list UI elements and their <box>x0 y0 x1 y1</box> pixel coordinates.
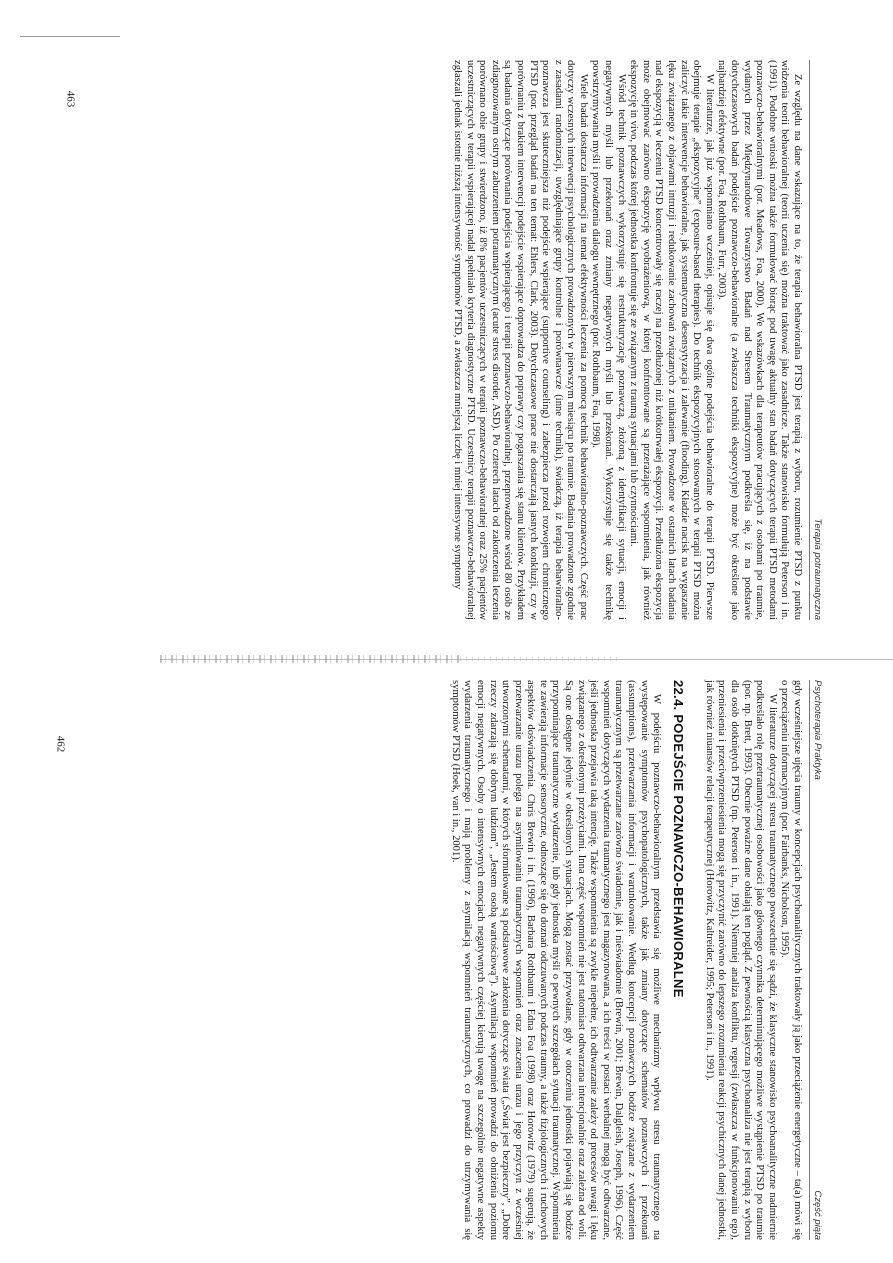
running-head-book: Psychoterapia Praktyka <box>812 680 823 780</box>
page-number-left: 462 <box>54 735 67 753</box>
left-page-body <box>448 680 803 1240</box>
scan-edge-line <box>20 36 120 37</box>
paragraph: Ze względu na dane wskazujące na to, że terapia behawioralna PTSD jest terapią z wyboru, rozumienie PTSD z punktu widzenia teorii behawioralnej (teorii uczenia się) można traktować jako zasadnicze. Także stanowisko formułują Peterson i in. (1991). Podobne wnioski można także formułować biorąc pod uwagę aktualny stan badań dotyczących terapii PTSD metodami poznawczo-behawioralnymi (por. Meadows, Foa, 2000). We wskazówkach dla terapeutów pracujących z osobami po traumie, wydanych przez Międzynarodowe Towarzystwo Badań nad Stresem Traumatycznym podkreśla się, iż na podstawie dotychczasowych badań podejście poznawczo-behawioralne (a zwłaszcza techniki ekspozycyjne) może być określone jako najbardziej efektywne (por. Foa, Rothbaum, Furr, 2003). <box>716 60 803 620</box>
paragraph: Wśród technik poznawczych wykorzystuje się restrukturyzację poznawczą, złożoną z identyfikacji sytuacji, emocji i negatywnych myśli lub przekonań oraz zmiany negatywnych myśli lub przekonań. Wykorzystuje się także technikę powstrzymywania myśli i prowadzenia dialogu wewnętrznego (por. Rothbaum, Foa, 1998). <box>590 60 627 620</box>
left-page <box>63 680 823 1240</box>
paragraph: W literaturze, jak już wspomniano wcześniej, opisuje się dwa ogólne podejścia behawioralne do terapii PTSD. Pierwsze obejmuje terapie „ekspozycyjne” (exposure-based therapies). Do technik ekspozycyjnych stosowanych w terapii PTSD można zaliczyć takie interwencje behawioralne, jak systematyczna desensytyzacja i zalewanie (flooding). Kładzie nacisk na wygaszanie lęku związanego z objawami intruzji i redukowanie zachowań związanych z unikaniem. Prowadzone w ostatnich latach badania nad ekspozycją w leczeniu PTSD koncentrowały się raczej na przedłużonej niż krótkotrwałej ekspozycji. Przedłużona ekspozycja może obejmować zarówno ekspozycję wyobrażeniową, w której konfrontowane są przerażające wspomnienia, jak również ekspozycję in vivo, podczas której jednostka konfrontuje się ze związanym z traumą sytuacjami lub czynnościami. <box>628 60 715 620</box>
paragraph: W literaturze dotyczącej stresu traumatycznego powszechnie się sądzi, że klasyczne stanowisko psychoanalityczne nadmiernie podkreślało rolę przetraumatycznej osobowości jako głównego czynnika determinującego możliwe wystąpienie PTSD po traumie (por. np. Brett, 1993). Obecnie poważne dane obalają ten pogląd. Z pewnością klasyczna psychoanaliza nie jest terapią z wyboru dla osób dotkniętych PTSD (np. Peterson i in., 1991). Niemniej analiza konfliktu, regresji (zwłaszcza w funkcjonowaniu ego), przeniesienia i przeciwprzeniesienia mogą się przyczynić zarówno do lepszego zrozumienia reakcji psychicznych danej jednostki, jak również niuansów relacji terapeutycznej (Horowitz, Kaltreider, 1995; Peterson i in., 1991). <box>703 680 778 1240</box>
running-head-part: Część piąta <box>812 1190 823 1240</box>
page-number-right: 463 <box>64 90 77 108</box>
right-page <box>63 60 823 620</box>
paragraph: gdy wcześniejsze ujęcia traumy w koncepcjach psychoanalitycznych traktowały ją jako przeciążenie energetyczne – ta(a) mówi się o przeciążeniu informacyjnym (por. Fairbanks, Nicholson, 1995). <box>779 680 803 1240</box>
section-heading: 22.4. PODEJŚCIE POZNAWCZO-BEHAWIORALNE <box>671 680 687 998</box>
right-page-body <box>450 60 803 620</box>
right-running-head <box>809 60 823 620</box>
book-spine <box>0 655 893 663</box>
paragraph: Wiele badań dostarcza informacji na temat efektywności leczenia za pomocą technik behawioralno-poznawczych. Część prac dotyczy wczesnych interwencji psychologicznych prowadzonych w pierwszym miesiącu po traumie. Badania prowadzone zgodnie z zasadami randomizacji, uwzględniające grupy kontrolne i porównawcze (inne techniki), świadczą, iż terapia behawioralno-poznawcza jest skuteczniejsza niż podejście wspierające (supportive counseling) i zabezpiecza przed rozwojem chronicznego PTSD (por. przegląd badań na ten temat: Ehlers, Clark, 2003). Dotychczasowe prace nie dostarczają jasnych konkluzji, czy w porównaniu z brakiem interwencji podejście wspierające doprowadza do poprawy czy pogarszania się stanu klientów. Przykładem są badania dotyczące porównania podejścia wspierającego i terapii poznawczo-behawioralnej, przeprowadzone wśród 80 osób ze zdiagnozowanym ostrym zaburzeniem potraumatycznym (acute stress disorder, ASD). Po czterech latach od zakończenia leczenia porównano obie grupy i stwierdzono, iż 8% pacjentów uczestniczących w terapii poznawczo-behawioralnej oraz 25% pacjentów uczestniczących w terapii wspierającej nadal spełniało kryteria diagnostyczne PTSD. Uczestnicy terapii poznawczo-behawioralnej zgłaszali jednak istotnie niższą intensywność symptomów PTSD, a zwłaszcza mniejszą liczbę i mniej intensywne symptomy <box>451 60 589 620</box>
paragraph: W podejściu poznawczo-behawioralnym przedstawia się możliwe mechanizmy wpływu stresu traumatycznego na występowanie symptomów psychopatologicznych, także jak zmiany dotyczące schematów poznawczych i przekonań (assumptions), przetwarzania informacji i warunkowanie. Według koncepcji poznawczych bodźce związane z wydarzeniem traumatycznym są przetwarzane zarówno świadomie, jak i nieświadomie (Brewin, 2001; Brewin, Dalgleish, Joseph, 1996). Część wspomnień dotyczących wydarzenia traumatycznego jest magazynowana, a ich treści w postaci werbalnej mogą być odtwarzane, jeśli jednostka przejawia taką intencję. Także wspomnienia są zwykle niepełne, ich odtwarzanie zależy od procesów uwagi i lęku związanego z określonymi przeżyciami. Inna część wspomnień nie jest natomiast odtwarzana intencjonalnie oraz zależna od woli. Są one dostępne jedynie w określonych sytuacjach. Mogą zostać przywołane, gdy w otoczeniu jednostki pojawiają się bodźce przypominające traumatyczne wydarzenie, lub gdy jednostka myśli o pewnych szczegółach sytuacji traumatycznej. Wspomnienia te zawierają informacje sensoryczne, odnoszące się do doznań odczuwanych podczas traumy, a także fizjologicznych i ruchowych aspektów doświadczenia. Chris Brewin i in. (1996), Barbara Rothbaum i Edna Foa (1998) oraz Horowitz (1979) sugerują, że przetwarzanie urazu polega na asymilowaniu traumatycznych wspomnień oraz znaczenia urazu i jego przyczyn z wcześniej utworzonymi schematami, w których sformułowane są podstawowe założenia dotyczące świata („Świat jest bezpieczny”, „Dobre rzeczy zdarzają się dobrym ludziom”, „Jestem osobą wartościową”). Asymilacja wspomnień prowadzi do obniżenia poziomu emocji negatywnych. Osoby o intensywnych emocjach negatywnych częściej kierują uwagę na szczególnie negatywne aspekty wydarzenia traumatycznego i mają problemy z asymilacją wspomnień traumatycznych, co prowadzi do utrzymywania się symptomów PTSD (Hoek, van i in., 2001). <box>449 680 663 1240</box>
left-running-head <box>809 680 823 1240</box>
running-head-title: Terapia potraumatyczna <box>812 518 823 620</box>
